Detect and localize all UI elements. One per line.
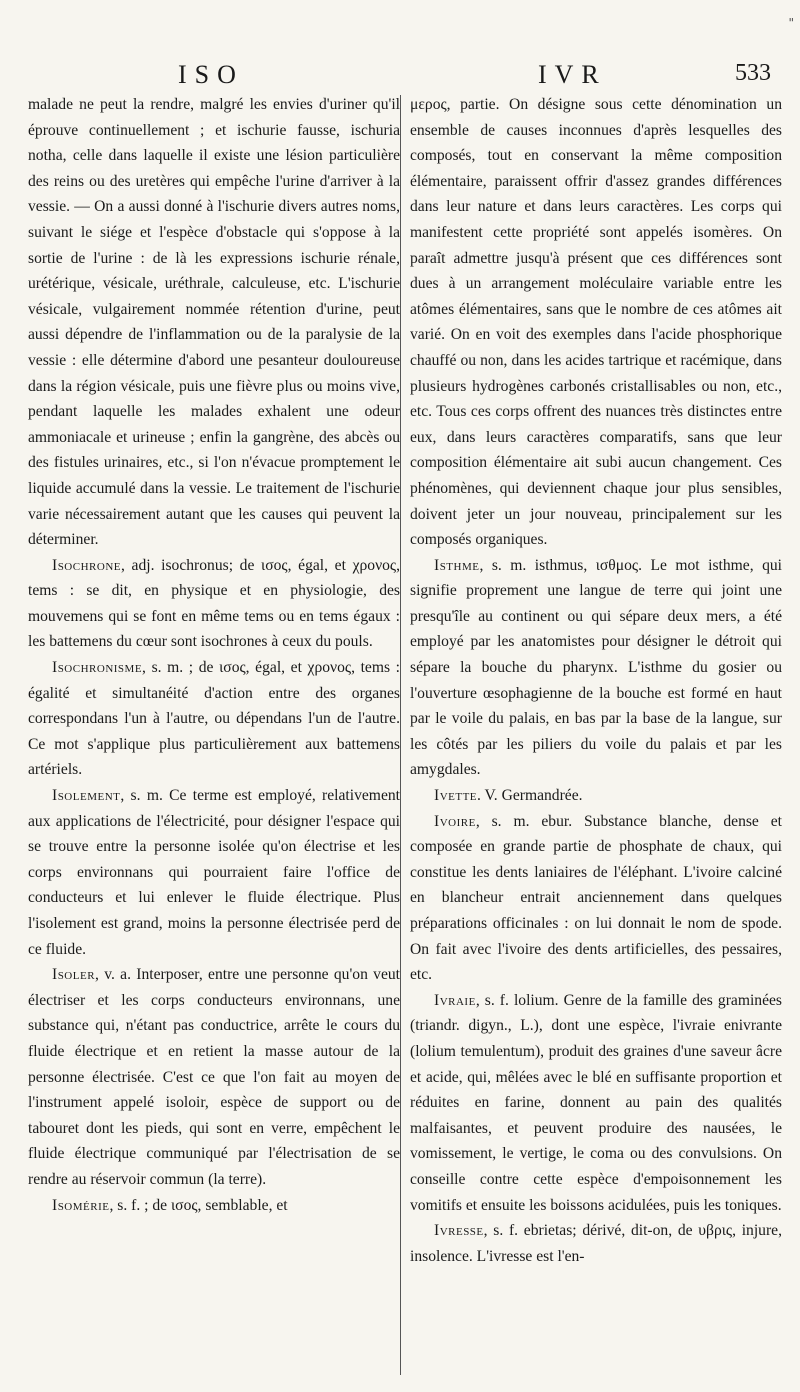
headword: Isochronisme [52, 659, 143, 677]
page-number: 533 [735, 60, 771, 86]
dictionary-entry [410, 783, 782, 809]
entry-text: , v. a. Interposer, entre une personne qu'on veut électriser et les corps conducteurs environnans, une substance qui, n'étant pas conductrice, arrête le cours du fluide électrique et en retient la masse autour de la personne électrisée. C'est ce que l'on fait au moyen de l'instrument appelé isoloir, espèce de support ou de tabouret dont les pieds, qui sont en verre, empêchent le fluide électrique communiqué par l'électrisation de se rendre au réservoir commun (la terre). [28, 966, 400, 1188]
entry-text: , s. m. ; de ισος, égal, et χρονος, tems : égalité et simultanéité d'action entre des organes correspondans l'un à l'autre, ou dépendans l'un de l'autre. Ce mot s'applique plus particulièrement aux battemens artériels. [28, 659, 400, 779]
dictionary-entry [28, 655, 400, 783]
dictionary-entry [410, 809, 782, 988]
entry-text: , s. f. ; de ισος, semblable, et [109, 1196, 288, 1214]
headword: Isomérie [52, 1196, 110, 1214]
right-column [410, 92, 782, 1269]
dictionary-entry [28, 962, 400, 1192]
left-column [28, 92, 400, 1218]
entry-text: malade ne peut la rendre, malgré les envies d'uriner qu'il éprouve continuellement ; et ischurie fausse, ischuria notha, celle dans laquelle il existe une lésion particulière des reins ou des uretères qui empêche l'urine d'arriver à la vessie. — On a aussi donné à l'ischurie divers autres noms, suivant le siége et l'espèce d'obstacle qui s'oppose à la sortie de l'urine : de là les expressions ischurie rénale, urétérique, vésicale, uréthrale, calculeuse, etc. L'ischurie vésicale, vulgairement nommée rétention d'urine, peut aussi dépendre de l'inflammation ou de la paralysie de la vessie : elle détermine d'abord une pesanteur douloureuse dans la région vésicale, puis une fièvre plus ou moins vive, pendant laquelle les malades exhalent une odeur ammoniacale et urineuse ; enfin la gangrène, des abcès ou des fistules urinaires, etc., si l'on n'évacue promptement le liquide accumulé dans la vessie. Le traitement de l'ischurie varie nécessairement autant que les causes qui peuvent la déterminer. [28, 96, 400, 549]
column-divider [400, 95, 401, 1375]
dictionary-entry [410, 988, 782, 1218]
running-head-left: ISO [178, 60, 244, 89]
headword: Isolement [52, 787, 121, 805]
entry-continuation [410, 92, 782, 553]
entry-text: , adj. isochronus; de ισος, égal, et χρονος, tems : se dit, en physique et en physiologie, des mouvemens qui se font en même tems ou en tems égaux : les battemens du cœur sont isochrones à ceux du pouls. [28, 556, 400, 651]
headword: Isthme [434, 556, 480, 574]
entry-continuation [28, 92, 400, 553]
entry-text: , s. f. ebrietas; dérivé, dit-on, de υβρις, injure, insolence. L'ivresse est l'en- [410, 1222, 782, 1265]
headword: Isochrone [52, 556, 121, 574]
headword: Ivoire [434, 812, 476, 830]
entry-text: , s. m. isthmus, ισθμος. Le mot isthme, qui signifie proprement une langue de terre qui joint une presqu'île au continent ou qui sépare deux mers, a été employé par les anatomistes pour désigner le détroit qui sépare la bouche du pharynx. L'isthme du gosier ou l'ouverture œsophagienne de la bouche est formé en haut par le voile du palais, en bas par la base de la langue, sur les côtés par les piliers du voile du palais et par les amygdales. [410, 556, 782, 779]
entry-text: μερος, partie. On désigne sous cette dénomination un ensemble de causes inconnues d'après lesquelles des composés, tout en conservant la même composition élémentaire, paraissent offrir d'assez grandes différences dans leur nature et dans leurs caractères. Les corps qui manifestent cette propriété sont appelés isomères. On paraît admettre jusqu'à présent que ces différences sont dues à un arrangement moléculaire variable entre les atômes élémentaires, sans que le nombre de ces atômes ait varié. On en voit des exemples dans l'acide phosphorique chauffé ou non, dans les acides tartrique et racémique, dans plusieurs hydrogènes carbonés cristallisables ou non, etc., etc. Tous ces corps offrent des nuances très distinctes entre eux, dans leurs caractères comparatifs, sans que leur composition élémentaire ait subi aucun changement. Ces phénomènes, qui deviennent chaque jour plus sensibles, doivent jeter un jour nouveau, principalement sur les composés organiques. [410, 96, 782, 549]
dictionary-entry [28, 1193, 400, 1219]
headword: Ivette [434, 787, 478, 805]
headword: Ivresse [434, 1222, 484, 1240]
headword: Isoler [52, 966, 96, 984]
entry-text: , s. f. lolium. Genre de la famille des graminées (triandr. digyn., L.), dont une espèce, l'ivraie enivrante (lolium temulentum), produit des graines d'une saveur âcre et acide, qui, mêlées avec le blé en suffisante proportion et réduites en farine, donnent au pain des qualités malfaisantes, et peuvent produire des nausées, le vomissement, le vertige, le coma ou des convulsions. On conseille contre cette espèce d'empoisonnement les vomitifs et ensuite les boissons acidulées, puis les toniques. [410, 991, 782, 1214]
dictionary-entry [410, 553, 782, 783]
headword: Ivraie [434, 991, 476, 1009]
dictionary-entry [410, 1218, 782, 1269]
dictionary-entry [28, 553, 400, 655]
edge-mark: " [788, 16, 794, 30]
entry-text: , s. m. Ce terme est employé, relativement aux applications de l'électricité, pour désigner l'espace qui se trouve entre la personne isolée qu'on électrise et les corps environnans qui pourraient faire l'office de conducteurs et lui enlever le fluide électrique. Plus l'isolement est grand, moins la personne électrisée perd de ce fluide. [28, 787, 400, 958]
entry-text: , s. m. ebur. Substance blanche, dense et composée en grande partie de phosphate de chaux, qui constitue les dents laniaires de l'éléphant. L'ivoire calciné en blancheur entrait anciennement dans quelques préparations officinales : on lui donnait le nom de spode. On fait avec l'ivoire des dents artificielles, des pessaires, etc. [410, 812, 782, 984]
running-head-right: IVR [538, 60, 607, 89]
dictionary-entry [28, 783, 400, 962]
entry-text: . V. Germandrée. [477, 787, 583, 805]
